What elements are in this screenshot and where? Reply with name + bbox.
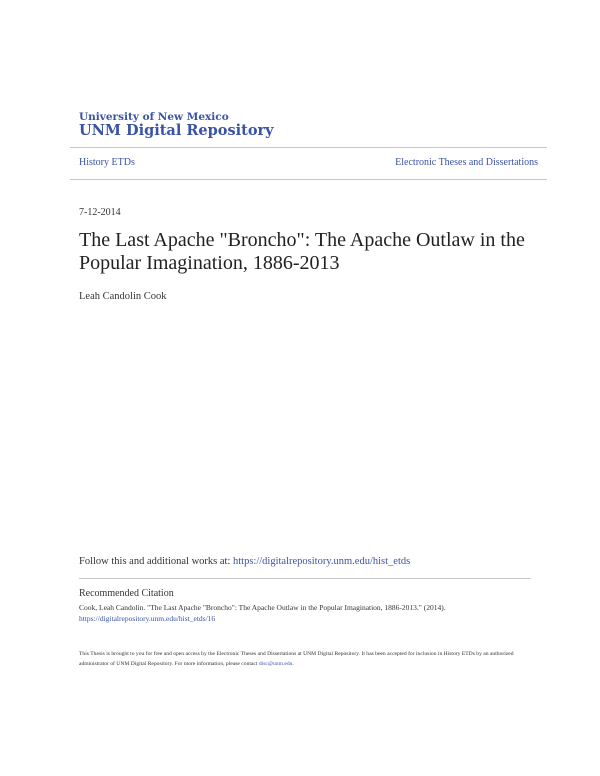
follow-divider [79, 578, 531, 579]
document-title: The Last Apache "Broncho": The Apache Outlaw in the Popular Imagination, 1886-2013 [79, 229, 525, 274]
theses-dissertations-link[interactable]: Electronic Theses and Dissertations [395, 157, 538, 168]
follow-link[interactable]: https://digitalrepository.unm.edu/hist_etds [233, 556, 411, 567]
follow-line [79, 556, 410, 567]
citation-text: Cook, Leah Candolin. "The Last Apache "Broncho": The Apache Outlaw in the Popular Imagination, 1886-2013." (2014). [79, 603, 446, 612]
citation-block [79, 602, 539, 624]
breadcrumb-divider [70, 179, 547, 180]
notice-text: This Thesis is brought to you for free and open access by the Electronic Theses and Dissertations at UNM Digital Repository. It has been accepted for inclusion in History ETDs by an authorized administrator of UNM Digital Repository. For more information, please contact [79, 651, 514, 667]
header-divider [70, 147, 547, 148]
repository-name[interactable]: UNM Digital Repository [79, 122, 274, 139]
citation-link[interactable]: https://digitalrepository.unm.edu/hist_etds/16 [79, 614, 216, 623]
follow-label: Follow this and additional works at: [79, 556, 233, 567]
contact-email-link[interactable]: disc@unm.edu [258, 661, 293, 667]
recommended-citation-heading: Recommended Citation [79, 588, 174, 599]
history-etds-link[interactable]: History ETDs [79, 157, 135, 168]
publication-date: 7-12-2014 [79, 207, 121, 218]
document-author: Leah Candolin Cook [79, 291, 167, 302]
notice-text-end: . [292, 661, 294, 667]
repository-notice [79, 649, 539, 669]
university-name: University of New Mexico [79, 111, 229, 123]
